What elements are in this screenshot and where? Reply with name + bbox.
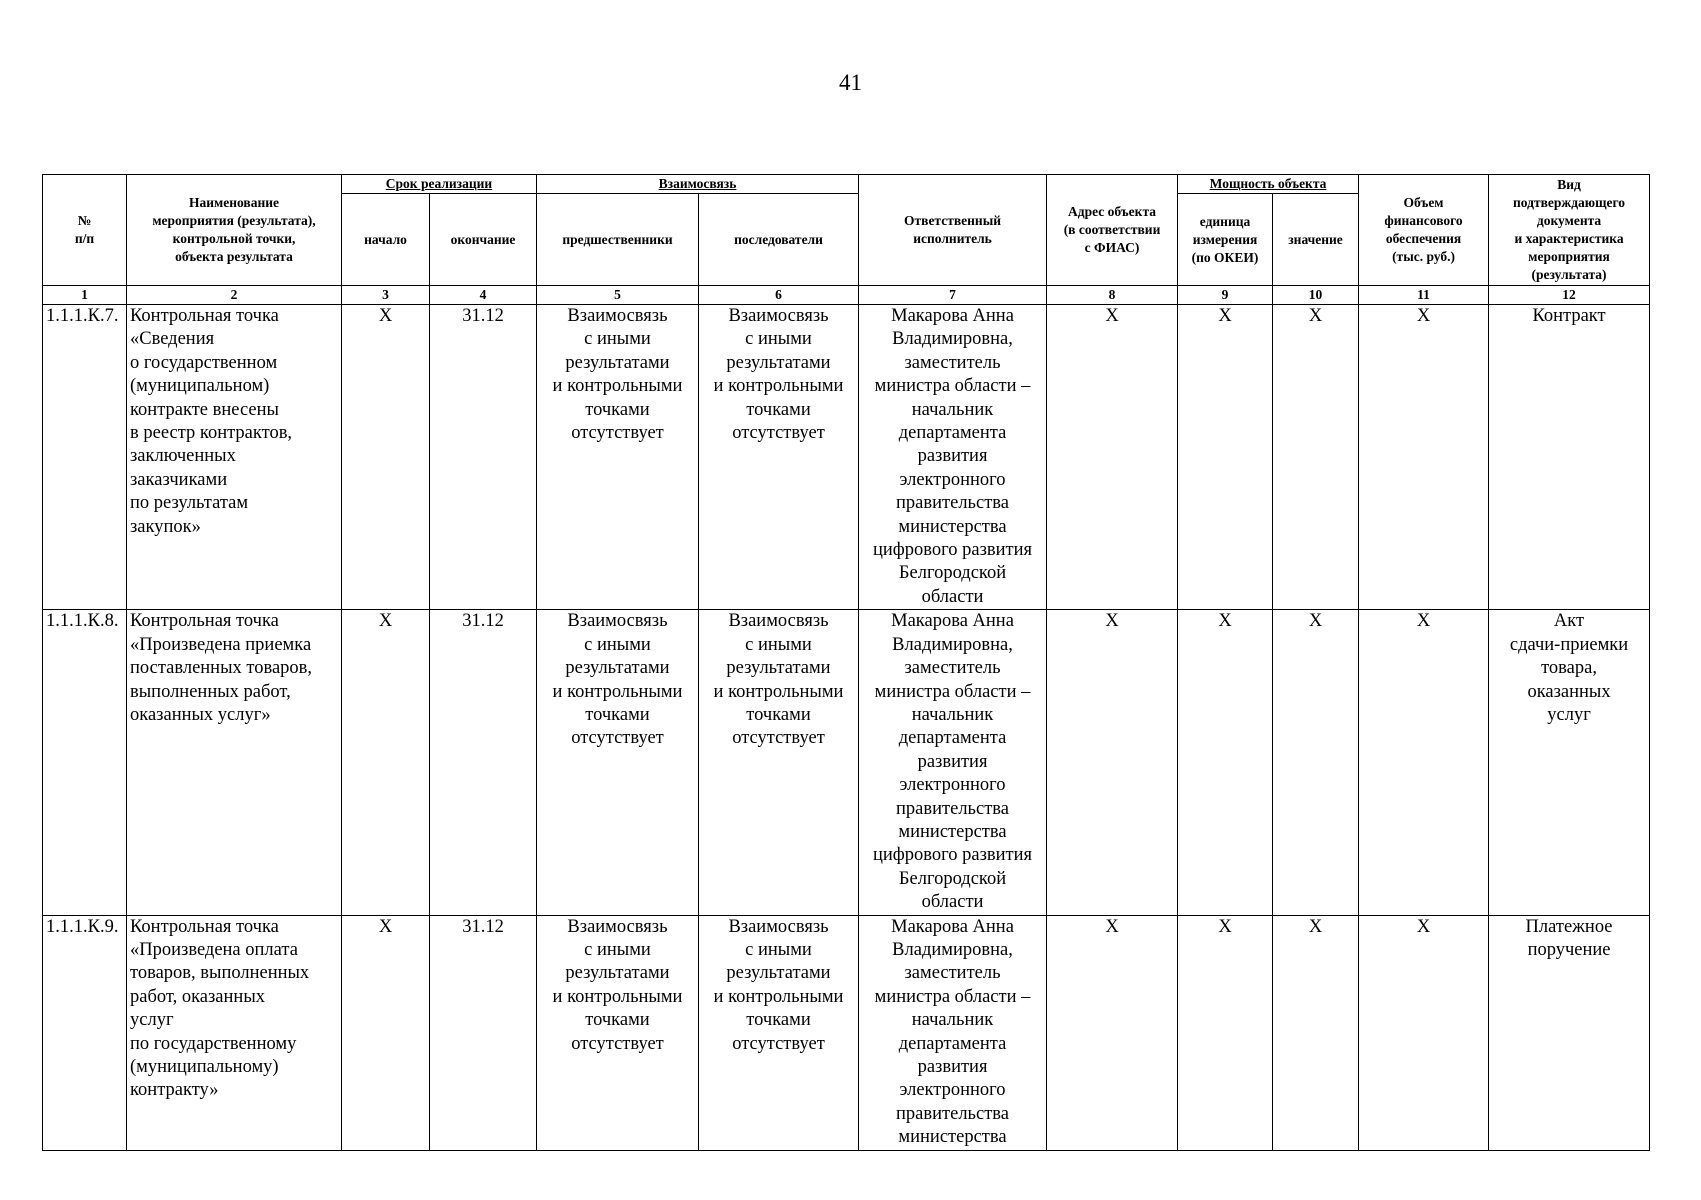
row-end: 31.12 xyxy=(430,610,537,915)
header-name: Наименование мероприятия (результата), контрольной точки, объекта результата xyxy=(127,175,342,286)
row-successors: Взаимосвязь с иными результатами и контрольными точками отсутствует xyxy=(699,305,859,610)
column-number: 8 xyxy=(1047,286,1178,305)
row-name: Контрольная точка «Сведения о государственном (муниципальном) контракте внесены в реестр контрактов, заключенных заказчиками по результатам закупок» xyxy=(127,305,342,610)
row-name: Контрольная точка «Произведена оплата товаров, выполненных работ, оказанных услуг по государственному (муниципальному) контракту» xyxy=(127,915,342,1150)
row-responsible: Макарова Анна Владимировна, заместитель министра области – начальник департамента развития электронного правительства министерства xyxy=(859,915,1047,1150)
row-finance: X xyxy=(1359,610,1489,915)
row-start: X xyxy=(342,305,430,610)
header-successors: последователи xyxy=(699,194,859,286)
row-document: Платежное поручение xyxy=(1489,915,1650,1150)
row-code: 1.1.1.К.8. xyxy=(43,610,127,915)
header-end: окончание xyxy=(430,194,537,286)
row-responsible: Макарова Анна Владимировна, заместитель министра области – начальник департамента развития электронного правительства министерства цифрового развития Белгородской области xyxy=(859,305,1047,610)
header-link-group: Взаимосвязь xyxy=(537,175,859,194)
row-value: X xyxy=(1273,305,1359,610)
header-term-group: Срок реализации xyxy=(342,175,537,194)
row-end: 31.12 xyxy=(430,305,537,610)
row-address: X xyxy=(1047,915,1178,1150)
row-responsible: Макарова Анна Владимировна, заместитель министра области – начальник департамента развития электронного правительства министерства цифрового развития Белгородской области xyxy=(859,610,1047,915)
row-finance: X xyxy=(1359,305,1489,610)
row-code: 1.1.1.К.9. xyxy=(43,915,127,1150)
row-address: X xyxy=(1047,610,1178,915)
row-value: X xyxy=(1273,915,1359,1150)
row-name: Контрольная точка «Произведена приемка поставленных товаров, выполненных работ, оказанных услуг» xyxy=(127,610,342,915)
column-number: 10 xyxy=(1273,286,1359,305)
header-capacity-group: Мощность объекта xyxy=(1178,175,1359,194)
plan-table xyxy=(42,174,1650,1151)
row-unit: X xyxy=(1178,915,1273,1150)
header-start: начало xyxy=(342,194,430,286)
column-number: 12 xyxy=(1489,286,1650,305)
column-number: 6 xyxy=(699,286,859,305)
header-responsible: Ответственный исполнитель xyxy=(859,175,1047,286)
row-document: Контракт xyxy=(1489,305,1650,610)
column-number: 4 xyxy=(430,286,537,305)
header-address: Адрес объекта (в соответствии с ФИАС) xyxy=(1047,175,1178,286)
row-value: X xyxy=(1273,610,1359,915)
row-code: 1.1.1.К.7. xyxy=(43,305,127,610)
column-number: 3 xyxy=(342,286,430,305)
column-number-row xyxy=(43,286,1650,305)
page-number: 41 xyxy=(839,70,862,95)
column-number: 9 xyxy=(1178,286,1273,305)
row-address: X xyxy=(1047,305,1178,610)
row-finance: X xyxy=(1359,915,1489,1150)
table-row xyxy=(43,915,1650,1150)
header-unit: единица измерения (по ОКЕИ) xyxy=(1178,194,1273,286)
row-start: X xyxy=(342,610,430,915)
row-predecessors: Взаимосвязь с иными результатами и контрольными точками отсутствует xyxy=(537,305,699,610)
column-number: 11 xyxy=(1359,286,1489,305)
header-num: № п/п xyxy=(43,175,127,286)
row-predecessors: Взаимосвязь с иными результатами и контрольными точками отсутствует xyxy=(537,610,699,915)
header-predecessors: предшественники xyxy=(537,194,699,286)
row-successors: Взаимосвязь с иными результатами и контрольными точками отсутствует xyxy=(699,915,859,1150)
table-row xyxy=(43,305,1650,610)
row-start: X xyxy=(342,915,430,1150)
row-unit: X xyxy=(1178,610,1273,915)
table-row xyxy=(43,610,1650,915)
header-finance: Объем финансового обеспечения (тыс. руб.) xyxy=(1359,175,1489,286)
column-number: 2 xyxy=(127,286,342,305)
row-successors: Взаимосвязь с иными результатами и контрольными точками отсутствует xyxy=(699,610,859,915)
row-predecessors: Взаимосвязь с иными результатами и контрольными точками отсутствует xyxy=(537,915,699,1150)
column-number: 1 xyxy=(43,286,127,305)
header-document: Вид подтверждающего документа и характеристика мероприятия (результата) xyxy=(1489,175,1650,286)
row-end: 31.12 xyxy=(430,915,537,1150)
column-number: 7 xyxy=(859,286,1047,305)
table-header xyxy=(43,175,1650,305)
row-document: Акт сдачи-приемки товара, оказанных услуг xyxy=(1489,610,1650,915)
header-value: значение xyxy=(1273,194,1359,286)
column-number: 5 xyxy=(537,286,699,305)
row-unit: X xyxy=(1178,305,1273,610)
